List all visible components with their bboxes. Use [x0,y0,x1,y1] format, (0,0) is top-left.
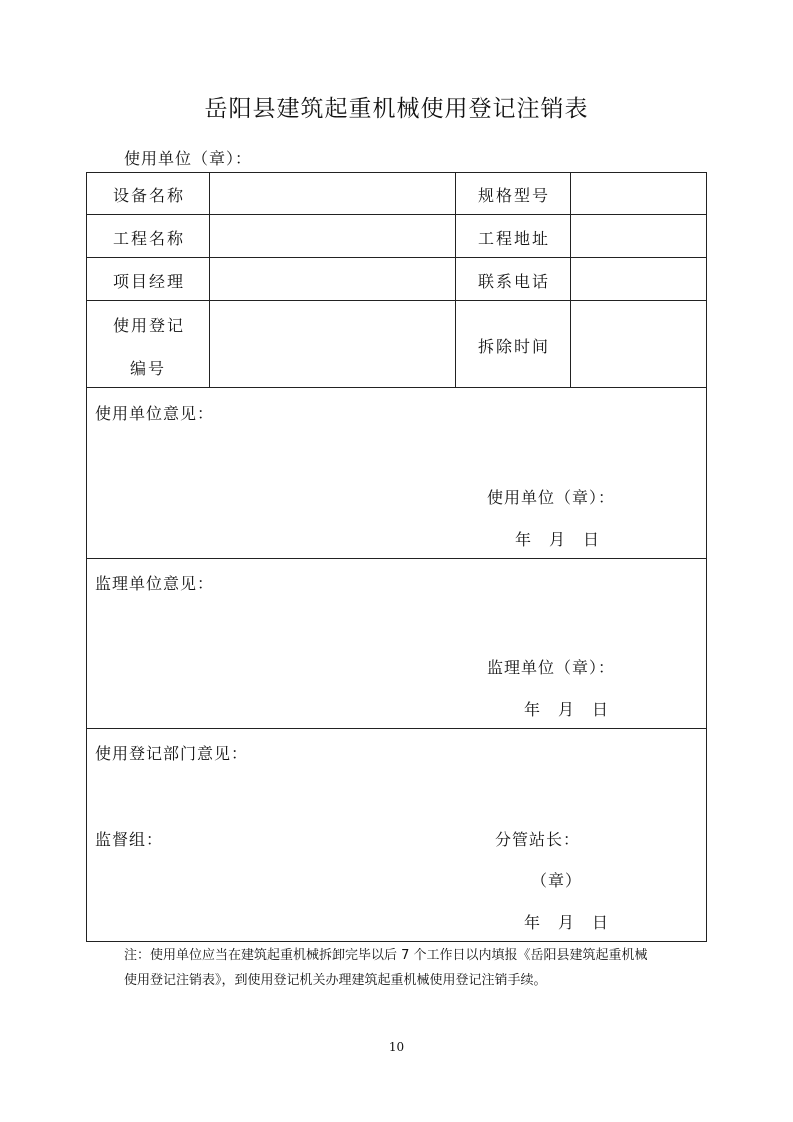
document-title: 岳阳县建筑起重机械使用登记注销表 [204,96,589,122]
row-divider [87,214,706,215]
footnote-line-1: 注：使用单位应当在建筑起重机械拆卸完毕以后 7 个工作日以内填报《岳阳县建筑起重机械 [124,948,648,963]
section-divider [87,558,706,559]
section-divider [87,728,706,729]
project-manager-label: 项目经理 [113,272,186,291]
page-number: 10 [388,1040,405,1054]
equipment-name-label: 设备名称 [113,186,186,205]
project-address-label: 工程地址 [478,229,551,248]
supervision-opinion-heading: 监理单位意见： [95,574,215,593]
supervision-unit-seal-label: 监理单位（章）： [487,658,616,677]
deregistration-form-table [86,172,707,942]
registration-opinion-date: 年 月 日 [524,913,610,932]
footnote-line-2: 使用登记注销表》，到使用登记机关办理建筑起重机械使用登记注销手续。 [124,973,547,988]
specification-model-label: 规格型号 [478,186,551,205]
section-divider [87,387,706,388]
column-divider [209,173,210,387]
project-name-label: 工程名称 [113,229,186,248]
registration-opinion-heading: 使用登记部门意见： [95,744,249,763]
registration-number-label-line1: 使用登记 [113,316,186,335]
registration-number-label-line2: 编号 [130,359,167,378]
dismantle-time-label: 拆除时间 [478,337,551,356]
station-head-label: 分管站长： [495,830,581,849]
user-opinion-date: 年 月 日 [515,530,601,549]
column-divider [455,173,456,387]
contact-phone-label: 联系电话 [478,272,551,291]
column-divider [570,173,571,387]
row-divider [87,300,706,301]
department-seal-label: （章） [531,871,583,890]
footnote [124,943,714,993]
user-unit-seal-line: 使用单位（章）： [124,149,253,168]
supervision-group-label: 监督组： [95,830,164,849]
row-divider [87,257,706,258]
supervision-opinion-date: 年 月 日 [524,700,610,719]
user-unit-seal-label: 使用单位（章）： [487,488,616,507]
user-opinion-heading: 使用单位意见： [95,404,215,423]
